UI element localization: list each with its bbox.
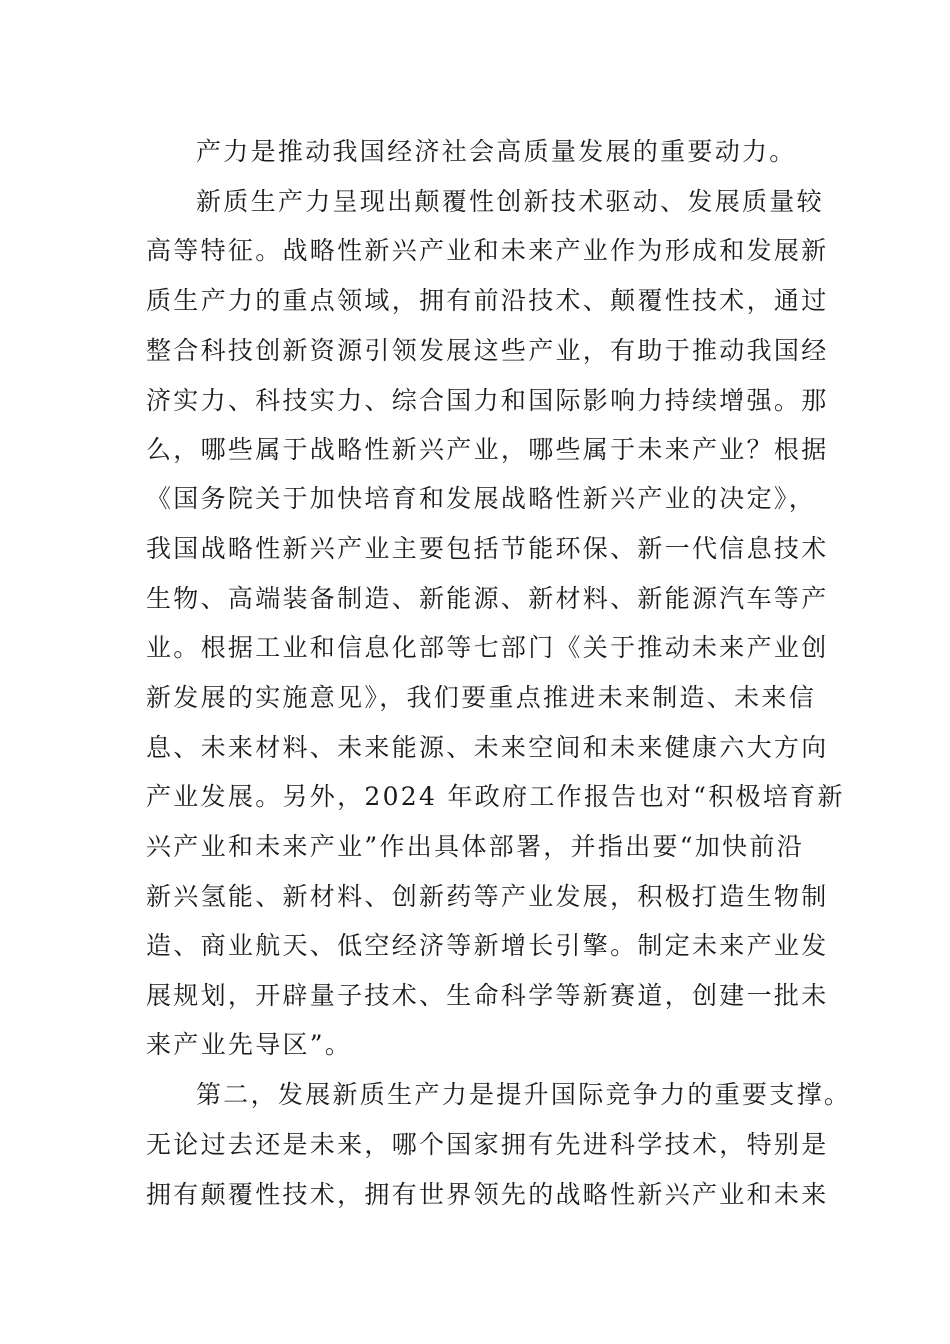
- text-line: 济实力、科技实力、综合国力和国际影响力持续增强。那: [146, 386, 829, 415]
- text-line: 《国务院关于加快培育和发展战略性新兴产业的决定》，: [146, 484, 817, 513]
- text-line: 来产业先导区”。: [146, 1030, 353, 1059]
- text-line: 息、未来材料、未来能源、未来空间和未来健康六大方向: [146, 733, 829, 762]
- text-line: 生物、高端装备制造、新能源、新材料、新能源汽车等产: [146, 584, 829, 613]
- text-line: 兴产业和未来产业”作出具体部署，并指出要“加快前沿: [146, 832, 805, 861]
- text-line: 新兴氢能、新材料、创新药等产业发展，积极打造生物制: [146, 882, 829, 911]
- text-line: 无论过去还是未来，哪个国家拥有先进科学技术，特别是: [146, 1130, 829, 1159]
- text-line: 么，哪些属于战略性新兴产业，哪些属于未来产业？根据: [146, 435, 829, 464]
- text-line: 我国战略性新兴产业主要包括节能环保、新一代信息技术: [146, 534, 829, 563]
- text-line: 高等特征。战略性新兴产业和未来产业作为形成和发展新: [146, 236, 829, 265]
- text-line: 质生产力的重点领域，拥有前沿技术、颠覆性技术，通过: [146, 286, 829, 315]
- text-line: 整合科技创新资源引领发展这些产业，有助于推动我国经: [146, 336, 829, 365]
- text-line: 产业发展。另外，2024 年政府工作报告也对“积极培育新: [146, 782, 845, 811]
- text-line: 新质生产力呈现出颠覆性创新技术驱动、发展质量较: [196, 187, 824, 216]
- text-line: 造、商业航天、低空经济等新增长引擎。制定未来产业发: [146, 931, 829, 960]
- text-line: 拥有颠覆性技术，拥有世界领先的战略性新兴产业和未来: [146, 1180, 829, 1209]
- text-line: 业。根据工业和信息化部等七部门《关于推动未来产业创: [146, 633, 829, 662]
- text-line: 产力是推动我国经济社会高质量发展的重要动力。: [196, 137, 797, 166]
- text-line: 展规划，开辟量子技术、生命科学等新赛道，创建一批未: [146, 981, 829, 1010]
- text-line: 新发展的实施意见》，我们要重点推进未来制造、未来信: [146, 683, 817, 712]
- text-line: 第二，发展新质生产力是提升国际竞争力的重要支撑。: [196, 1080, 852, 1109]
